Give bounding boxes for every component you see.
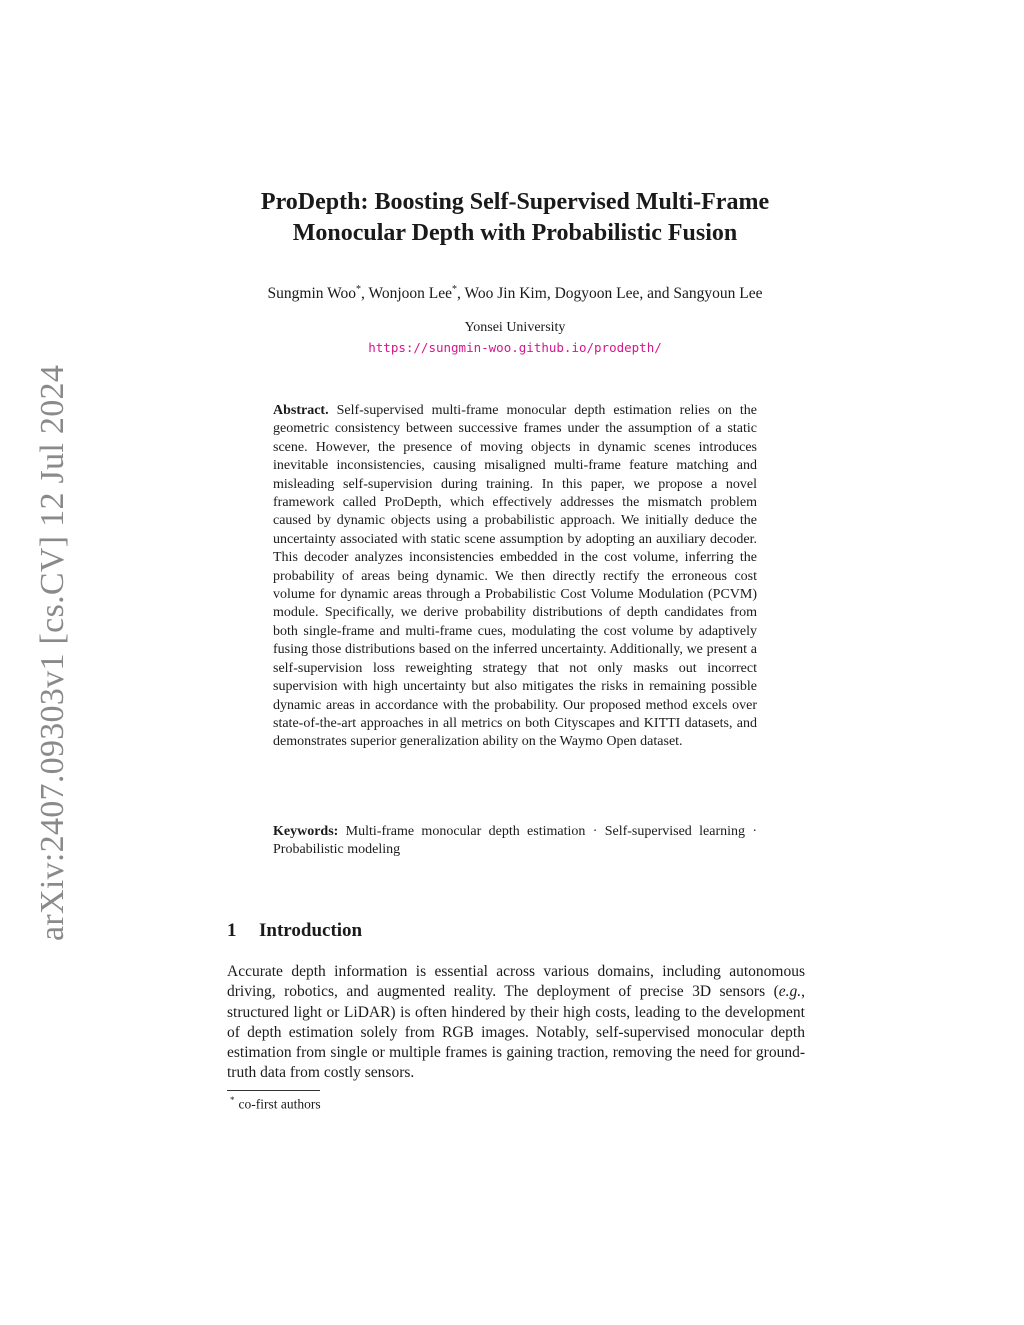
intro-eg: e.g.	[778, 983, 802, 1001]
title-line-2: Monocular Depth with Probabilistic Fusion	[292, 220, 738, 246]
abstract	[273, 402, 757, 752]
author-list	[200, 284, 830, 303]
section-title: Introduction	[259, 920, 363, 941]
author-name: Wonjoon Lee	[368, 285, 453, 303]
author-separator: ,	[360, 285, 369, 303]
footnote-divider	[227, 1090, 320, 1091]
title-line-1: ProDepth: Boosting Self-Supervised Multi-Frame	[260, 189, 770, 215]
section-number: 1	[227, 920, 237, 941]
intro-text-part-2: , structured light or LiDAR) is often hindered by their high costs, leading to the development of depth estimation solely from RGB images. Notably, self-supervised monocular depth estimation from single or multiple frames is gaining traction, removing the need for ground-truth data from costly sensors.	[227, 983, 805, 1082]
author-name: Dogyoon Lee	[554, 285, 640, 303]
author-name: Sangyoun Lee	[673, 285, 763, 303]
author-name: Woo Jin Kim	[464, 285, 547, 303]
keywords	[273, 823, 757, 860]
footnote	[230, 1095, 730, 1113]
footnote-mark: *	[230, 1095, 235, 1105]
author-separator: ,	[457, 285, 465, 303]
author-name: Sungmin Woo	[267, 285, 356, 303]
project-url-link[interactable]: https://sungmin-woo.github.io/prodepth/	[368, 340, 662, 355]
section-heading-introduction	[227, 920, 807, 942]
keywords-text: Multi-frame monocular depth estimation · Self-supervised learning · Probabilistic modeling	[273, 824, 757, 858]
abstract-text: Self-supervised multi-frame monocular depth estimation relies on the geometric consistency between successive frames under the assumption of a static scene. However, the presence of moving objects in dynamic scenes introduces inevitable inconsistencies, causing misaligned multi-frame feature matching and misleading self-supervision during training. In this paper, we propose a novel framework called ProDepth, which effectively addresses the mismatch problem caused by dynamic objects using a probabilistic approach. We initially deduce the uncertainty associated with static scene assumption by adopting an auxiliary decoder. This decoder analyzes inconsistencies embedded in the cost volume, inferring the probability of areas being dynamic. We then directly rectify the erroneous cost volume for dynamic areas through a Probabilistic Cost Volume Modulation (PCVM) module. Specifically, we derive probability distributions of depth candidates from both single-frame and multi-frame cues, modulating the cost volume by adaptively fusing those distributions based on the inferred uncertainty. Additionally, we present a self-supervision loss reweighting strategy that not only masks out incorrect supervision with high uncertainty but also mitigates the risks in remaining possible dynamic areas in accordance with the probability. Our proposed method excels over state-of-the-art approaches in all metrics on both Cityscapes and KITTI datasets, and demonstrates superior generalization ability on the Waymo Open dataset.	[273, 403, 758, 750]
footnote-text: co-first authors	[238, 1096, 321, 1112]
author-separator: , and	[639, 285, 674, 303]
author-mark: *	[355, 284, 361, 295]
affiliation: Yonsei University	[464, 320, 566, 335]
abstract-label: Abstract.	[273, 403, 329, 418]
introduction-paragraph	[227, 962, 805, 1084]
keywords-label: Keywords:	[273, 824, 339, 839]
author-separator: ,	[546, 285, 555, 303]
author-mark: *	[452, 284, 458, 295]
intro-text-part-1: Accurate depth information is essential across various domains, including autonomous driving, robotics, and augmented reality. The deployment of precise 3D sensors (	[227, 963, 805, 1001]
arxiv-identifier: arXiv:2407.09303v1 [cs.CV] 12 Jul 2024	[34, 364, 71, 941]
paper-title	[200, 187, 830, 249]
